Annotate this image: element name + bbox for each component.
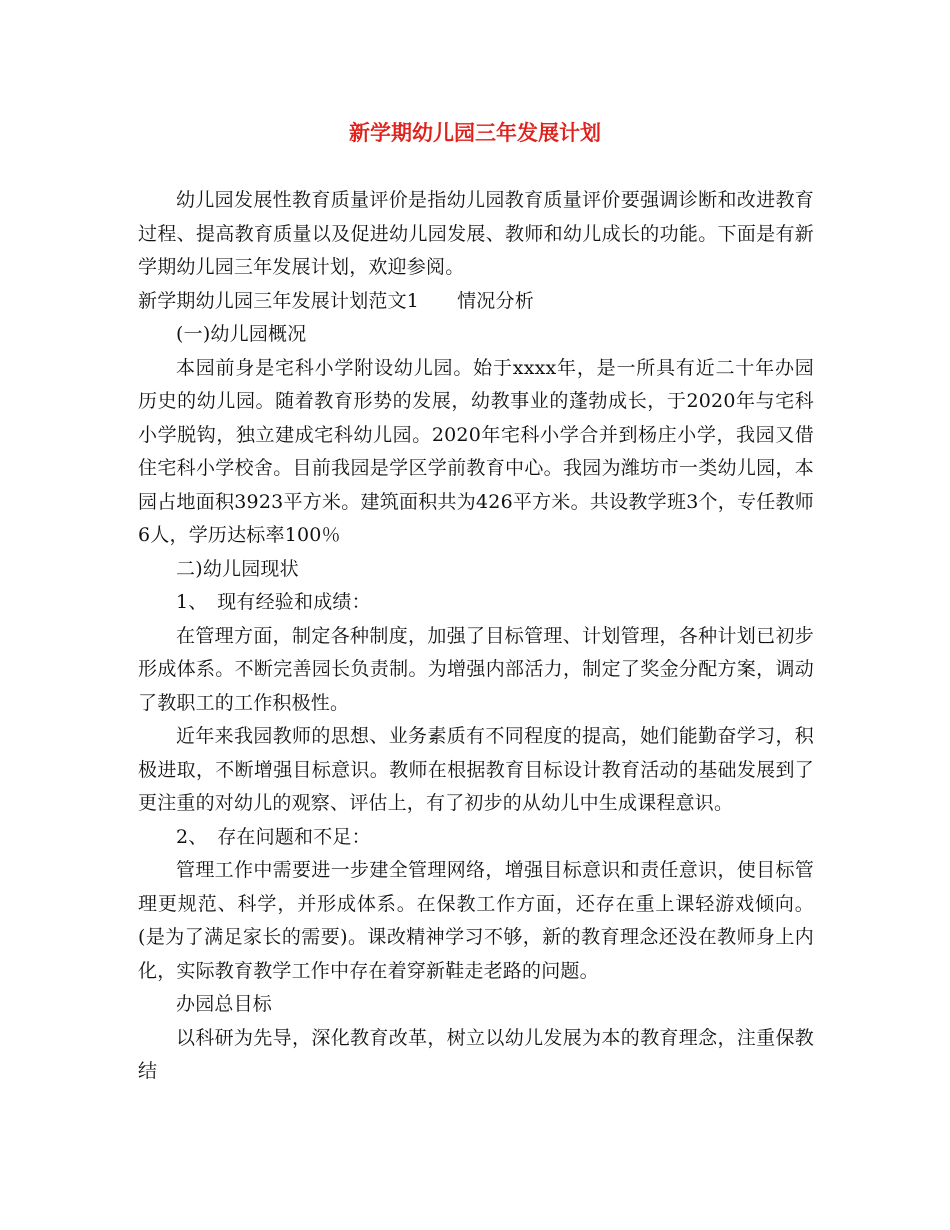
teachers-paragraph: 近年来我园教师的思想、业务素质有不同程度的提高，她们能勤奋学习，积极进取，不断增强目标意识。教师在根据教育目标设计教育活动的基础发展到了更注重的对幼儿的观察、评估上，有了初步的从幼儿中生成课程意识。 [138,725,814,814]
intro-paragraph: 幼儿园发展性教育质量评价是指幼儿园教育质量评价要强调诊断和改进教育过程、提高教育质量以及促进幼儿园发展、教师和幼儿成长的功能。下面是有新学期幼儿园三年发展计划，欢迎参阅。 [138,189,814,278]
problems-paragraph: 管理工作中需要进一步建全管理网络，增强目标意识和责任意识，使目标管理更规范、科学，并形成体系。在保教工作方面，还存在重上课轻游戏倾向。(是为了满足家长的需要)。课改精神学习不够，新的教育理念还没在教师身上内化，实际教育教学工作中存在着穿新鞋走老路的问题。 [138,859,814,982]
management-paragraph: 在管理方面，制定各种制度，加强了目标管理、计划管理，各种计划已初步形成体系。不断完善园长负责制。为增强内部活力，制定了奖金分配方案，调动了教职工的工作积极性。 [138,624,814,714]
status-heading: 二)幼儿园现状 [176,557,299,580]
sample-heading-text: 新学期幼儿园三年发展计划范文1 [138,289,420,312]
achievements-heading: 1、 现有经验和成绩： [176,591,371,613]
situation-analysis-heading: 情况分析 [457,289,534,312]
goal-heading: 办园总目标 [176,993,273,1015]
overview-heading: (一)幼儿园概况 [176,323,307,345]
goal-paragraph: 以科研为先导，深化教育改革，树立以幼儿发展为本的教育理念，注重保教结 [138,1026,814,1082]
problems-heading: 2、 存在问题和不足： [176,825,371,848]
document-title: 新学期幼儿园三年发展计划 [349,121,601,145]
document-body [138,184,814,1089]
sample-heading [138,285,814,319]
overview-paragraph: 本园前身是宅科小学附设幼儿园。始于xxxx年，是一所具有近二十年办园历史的幼儿园。随着教育形势的发展，幼教事业的蓬勃成长，于2020年与宅科小学脱钩，独立建成宅科幼儿园。2020年宅科小学合并到杨庄小学，我园又借住宅科小学校舍。目前我园是学区学前教育中心。我园为潍坊市一类幼儿园，本园占地面积3923平方米。建筑面积共为426平方米。共设教学班3个，专任教师6人，学历达标率100％ [138,356,814,546]
